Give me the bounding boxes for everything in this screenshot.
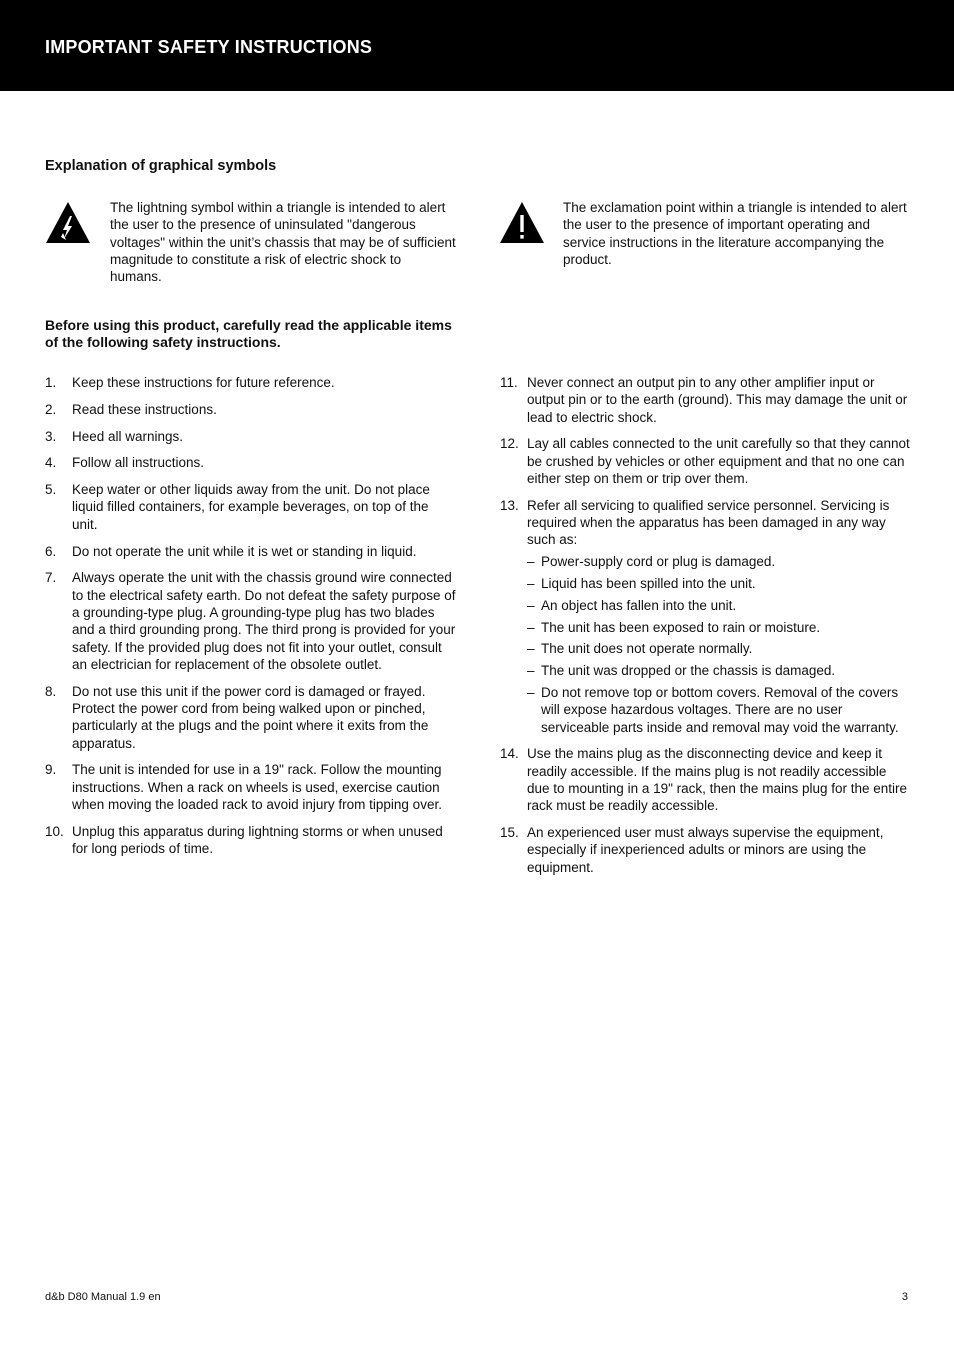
instruction-item [500, 824, 912, 876]
instruction-item [45, 569, 457, 673]
instruction-number: 9. [45, 762, 57, 778]
lightning-symbol-description: The lightning symbol within a triangle is intended to alert the user to the presence of uninsulated "dangerous voltages" within the unit’s chassis that may be of sufficient magnitude to constitute a risk of electric shock to humans. [110, 200, 456, 285]
instruction-text: The unit is intended for use in a 19" rack. Follow the mounting instructions. When a rack on wheels is used, exercise caution when moving the loaded rack to avoid injury from tipping over. [72, 762, 442, 812]
instruction-text: Follow all instructions. [72, 455, 205, 471]
instruction-number: 8. [45, 683, 57, 699]
subitem-text: An object has fallen into the unit. [541, 597, 737, 613]
instruction-text: Unplug this apparatus during lightning storms or when unused for long periods of time. [72, 823, 443, 857]
instruction-number: 7. [45, 570, 57, 586]
subitem-dash: – [527, 663, 535, 679]
page-title: IMPORTANT SAFETY INSTRUCTIONS [45, 37, 373, 57]
instruction-subitem [527, 640, 912, 657]
instruction-number: 6. [45, 543, 57, 559]
subitem-text: The unit was dropped or the chassis is damaged. [541, 663, 836, 679]
subitem-text: The unit does not operate normally. [541, 641, 753, 657]
instruction-subitem [527, 684, 912, 736]
subitem-text: Power-supply cord or plug is damaged. [541, 554, 776, 570]
subitem-dash: – [527, 684, 535, 700]
instruction-text: Do not use this unit if the power cord is damaged or frayed. Protect the power cord from being walked upon or pinched, particularly at the plugs and the point where it exits from the apparatus. [72, 683, 429, 751]
subitem-dash: – [527, 597, 535, 613]
instruction-text: Keep these instructions for future reference. [72, 375, 335, 390]
exclamation-symbol-description: The exclamation point within a triangle is intended to alert the user to the presence of important operating and service instructions in the literature accompanying the product. [563, 200, 907, 267]
instruction-number: 10. [45, 823, 64, 839]
exclamation-warning-icon [499, 201, 545, 244]
instruction-text: Never connect an output pin to any other amplifier input or output pin or to the earth (ground). This may damage the unit or lead to electric shock. [527, 375, 908, 425]
instruction-text: Heed all warnings. [72, 428, 184, 444]
instruction-number: 13. [500, 497, 519, 513]
instruction-item [45, 481, 457, 533]
instruction-item [45, 374, 457, 391]
instruction-item [45, 543, 457, 560]
subitem-text: Liquid has been spilled into the unit. [541, 575, 756, 591]
instruction-subitem [527, 553, 912, 570]
instruction-text: Use the mains plug as the disconnecting device and keep it readily accessible. If the mains plug is not readily accessible due to mounting in a 19" rack, then the mains plug for the entire rack must be readily accessible. [527, 746, 908, 814]
instruction-item [45, 401, 457, 418]
instruction-number: 14. [500, 746, 519, 762]
instruction-text: An experienced user must always supervise the equipment, especially if inexperienced adults or minors are using the equipment. [527, 825, 884, 875]
instruction-item [45, 454, 457, 471]
lightning-warning-icon [45, 201, 91, 244]
subitem-dash: – [527, 619, 535, 635]
instruction-item [500, 374, 912, 426]
instruction-item [45, 428, 457, 445]
instruction-number: 1. [45, 375, 57, 390]
page-header [0, 0, 954, 91]
instructions-right-column [500, 374, 912, 885]
instruction-text: Keep water or other liquids away from the unit. Do not place liquid filled containers, for example beverages, on top of the unit. [72, 482, 430, 532]
instruction-text: Do not operate the unit while it is wet or standing in liquid. [72, 543, 417, 559]
instructions-left-column [45, 374, 457, 867]
intro-text: Before using this product, carefully read the applicable items of the following safety instructions. [45, 317, 452, 350]
subitem-text: The unit has been exposed to rain or moisture. [541, 619, 821, 635]
footer-page-number: 3 [901, 1291, 908, 1303]
instruction-item [45, 823, 457, 858]
instruction-number: 11. [500, 375, 518, 390]
instruction-item [500, 435, 912, 487]
subitem-text: Do not remove top or bottom covers. Removal of the covers will expose hazardous voltages. There are no user serviceable parts inside and removal may void the warranty. [541, 684, 899, 735]
instruction-number: 2. [45, 401, 57, 417]
instruction-number: 3. [45, 428, 57, 444]
instruction-item [500, 497, 912, 736]
footer-manual-name: d&b D80 Manual 1.9 en [45, 1291, 161, 1303]
instruction-item [45, 761, 457, 813]
instruction-number: 12. [500, 436, 519, 452]
instruction-text: Always operate the unit with the chassis ground wire connected to the electrical safety earth. Do not defeat the safety purpose of a grounding-type plug. A grounding-type plug has two blades and a third grounding prong. The third prong is provided for your safety. If the provided plug does not fit into your outlet, consult an electrician for replacement of the obsolete outlet. [72, 570, 456, 672]
instruction-text: Refer all servicing to qualified service personnel. Servicing is required when the apparatus has been damaged in any way such as: [527, 497, 890, 548]
instruction-subitem [527, 619, 912, 636]
instruction-subitem [527, 662, 912, 679]
instruction-text: Read these instructions. [72, 401, 217, 417]
instruction-number: 5. [45, 482, 57, 498]
instruction-subitem [527, 575, 912, 592]
instruction-item [45, 683, 457, 752]
subitem-dash: – [527, 641, 535, 657]
symbols-heading: Explanation of graphical symbols [45, 158, 277, 174]
instruction-number: 4. [45, 455, 57, 471]
subitem-dash: – [527, 575, 535, 591]
instruction-item [500, 745, 912, 814]
instruction-subitem [527, 597, 912, 614]
instruction-text: Lay all cables connected to the unit carefully so that they cannot be crushed by vehicles or other equipment and that no one can either step on them or trip over them. [527, 436, 910, 486]
subitem-dash: – [527, 554, 535, 570]
instruction-number: 15. [500, 825, 519, 841]
